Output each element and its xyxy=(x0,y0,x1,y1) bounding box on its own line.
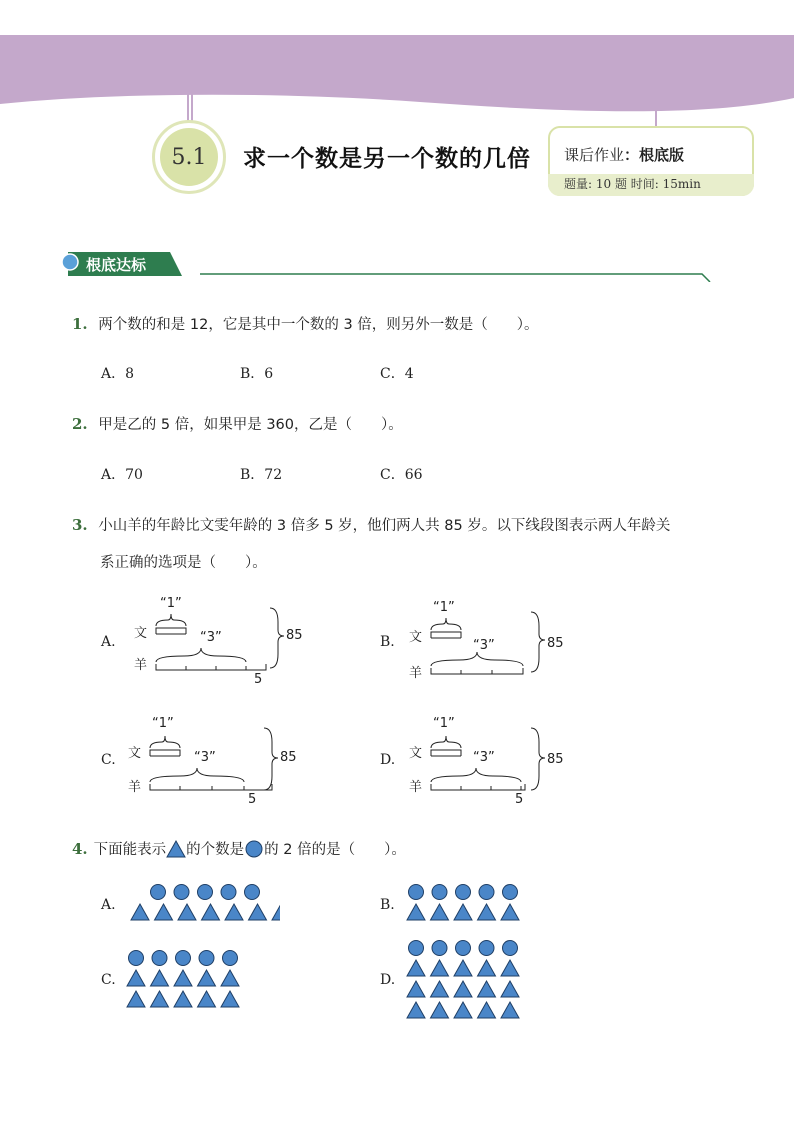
triangle-shape xyxy=(131,904,149,920)
label-total: 85 xyxy=(547,636,564,651)
label-three: “3” xyxy=(194,750,216,765)
question-2 xyxy=(72,413,403,434)
label-yang: 羊 xyxy=(409,666,423,681)
question-text: 甲是乙的 5 倍，如果甲是 360，乙是（ ）。 xyxy=(98,417,403,433)
triangle-shape xyxy=(478,981,496,997)
lesson-badge xyxy=(152,120,226,194)
triangle-shape xyxy=(407,904,425,920)
triangle-shape xyxy=(501,1002,519,1018)
label-three: “3” xyxy=(473,638,495,653)
circle-shape xyxy=(198,885,213,900)
triangle-shape xyxy=(501,960,519,976)
circle-shape xyxy=(409,941,424,956)
triangle-shape xyxy=(151,991,169,1007)
triangle-shape xyxy=(174,991,192,1007)
triangle-shape xyxy=(198,970,216,986)
q3-option-b-label[interactable]: B. xyxy=(380,634,395,650)
triangle-shape xyxy=(174,970,192,986)
q1-option-a[interactable]: A．8 xyxy=(101,366,135,382)
triangle-shape xyxy=(151,970,169,986)
shape-group xyxy=(406,882,526,923)
triangle-shape xyxy=(454,981,472,997)
triangle-shape xyxy=(501,904,519,920)
q1-option-b[interactable]: B．6 xyxy=(240,366,274,382)
circle-shape xyxy=(479,885,494,900)
label-wen: 文 xyxy=(409,630,423,645)
question-3-line2: 系正确的选项是（ ）。 xyxy=(100,555,267,571)
triangle-shape xyxy=(478,1002,496,1018)
label-wen: 文 xyxy=(128,746,142,761)
page-title: 求一个数是另一个数的几倍 xyxy=(243,146,531,172)
circle-shape xyxy=(174,885,189,900)
q3-option-d-label[interactable]: D. xyxy=(380,752,396,768)
label-extra: 5 xyxy=(248,792,257,807)
shape-group xyxy=(406,938,526,1021)
q2-option-a[interactable]: A．70 xyxy=(101,467,143,483)
triangle-shape xyxy=(202,904,220,920)
homework-info-box xyxy=(548,126,754,196)
triangle-shape xyxy=(478,960,496,976)
q4-shapes-b[interactable] xyxy=(406,882,526,922)
label-wen: 文 xyxy=(409,746,423,761)
label-yang: 羊 xyxy=(134,658,148,673)
triangle-shape xyxy=(155,904,173,920)
label-total: 85 xyxy=(286,628,303,643)
q4-shapes-c[interactable] xyxy=(126,948,246,1010)
q3-diagram-a[interactable] xyxy=(130,596,310,688)
q4-option-c-label[interactable]: C. xyxy=(101,972,116,988)
label-extra: 5 xyxy=(515,792,524,807)
q2-option-b[interactable]: B．72 xyxy=(240,467,283,483)
question-3 xyxy=(72,514,670,535)
question-number: 4. xyxy=(72,839,88,858)
triangle-shape xyxy=(431,981,449,997)
q2-option-c[interactable]: C．66 xyxy=(380,467,423,483)
edition-label: ：根底版 xyxy=(624,146,685,164)
triangle-shape xyxy=(454,904,472,920)
label-one: “1” xyxy=(433,716,455,731)
circle-shape xyxy=(432,941,447,956)
circle-shape xyxy=(245,885,260,900)
question-number: 2. xyxy=(72,415,88,433)
label-one: “1” xyxy=(433,600,455,615)
triangle-shape xyxy=(431,960,449,976)
label-three: “3” xyxy=(473,750,495,765)
triangle-shape xyxy=(454,1002,472,1018)
header-banner xyxy=(0,0,794,130)
q4-shapes-a[interactable] xyxy=(130,882,280,922)
circle-shape xyxy=(479,941,494,956)
triangle-shape xyxy=(198,991,216,1007)
triangle-shape xyxy=(272,904,280,920)
triangle-shape xyxy=(127,991,145,1007)
q3-diagram-c[interactable] xyxy=(124,714,304,810)
question-text-b: 的个数是 xyxy=(186,842,245,858)
circle-shape xyxy=(129,951,144,966)
question-text: 两个数的和是 12，它是其中一个数的 3 倍，则另外一数是（ ）。 xyxy=(98,317,539,333)
triangle-shape xyxy=(407,960,425,976)
homework-heading: 课后作业：根底版 xyxy=(564,146,685,164)
q3-option-c-label[interactable]: C. xyxy=(101,752,116,768)
triangle-icon xyxy=(166,840,186,858)
triangle-shape xyxy=(454,960,472,976)
question-number: 3. xyxy=(72,516,88,534)
circle-shape xyxy=(151,885,166,900)
homework-meta: 题量: 10 题 时间: 15min xyxy=(564,177,701,191)
circle-shape xyxy=(456,885,471,900)
triangle-shape xyxy=(178,904,196,920)
shape-group xyxy=(126,948,246,1010)
q1-option-c[interactable]: C．4 xyxy=(380,366,414,382)
label-three: “3” xyxy=(200,630,222,645)
label-extra: 5 xyxy=(254,672,263,687)
label-total: 85 xyxy=(547,752,564,767)
lesson-number: 5.1 xyxy=(160,128,218,186)
label-wen: 文 xyxy=(134,626,148,641)
label-one: “1” xyxy=(160,596,182,611)
triangle-shape xyxy=(478,904,496,920)
triangle-shape xyxy=(249,904,267,920)
q4-shapes-d[interactable] xyxy=(406,938,526,1020)
label-yang: 羊 xyxy=(128,780,142,795)
section-header-graphic xyxy=(58,248,714,282)
question-text-c: 的 2 倍的是（ ）。 xyxy=(264,842,406,858)
triangle-shape xyxy=(431,904,449,920)
circle-shape xyxy=(503,941,518,956)
circle-shape xyxy=(456,941,471,956)
q4-option-a-label[interactable]: A. xyxy=(101,897,116,913)
circle-shape xyxy=(176,951,191,966)
triangle-shape xyxy=(221,970,239,986)
triangle-shape xyxy=(407,981,425,997)
circle-shape xyxy=(199,951,214,966)
q3-option-a-label[interactable]: A. xyxy=(101,634,116,650)
q3-diagram-d[interactable] xyxy=(405,714,585,810)
label-total: 85 xyxy=(280,750,297,765)
circle-shape xyxy=(152,951,167,966)
circle-shape xyxy=(503,885,518,900)
label-yang: 羊 xyxy=(409,780,423,795)
triangle-shape xyxy=(225,904,243,920)
circle-shape xyxy=(221,885,236,900)
question-4 xyxy=(72,838,406,859)
section-title: 根底达标 xyxy=(86,256,147,274)
q4-option-b-label[interactable]: B. xyxy=(380,897,395,913)
circle-shape xyxy=(432,885,447,900)
triangle-shape xyxy=(221,991,239,1007)
globe-icon xyxy=(62,254,78,270)
question-number: 1. xyxy=(72,315,88,333)
circle-shape xyxy=(409,885,424,900)
question-1 xyxy=(72,313,539,334)
question-text-a: 下面能表示 xyxy=(93,842,167,858)
q3-diagram-b[interactable] xyxy=(405,600,585,692)
triangle-shape xyxy=(407,1002,425,1018)
question-text-line1: 小山羊的年龄比文雯年龄的 3 倍多 5 岁，他们两人共 85 岁。以下线段图表示两人年龄关 xyxy=(98,518,671,534)
circle-icon xyxy=(244,840,264,858)
triangle-shape xyxy=(501,981,519,997)
triangle-shape xyxy=(431,1002,449,1018)
circle-shape xyxy=(223,951,238,966)
label-one: “1” xyxy=(152,716,174,731)
shape-group xyxy=(130,882,280,923)
q4-option-d-label[interactable]: D. xyxy=(380,972,396,988)
triangle-shape xyxy=(127,970,145,986)
